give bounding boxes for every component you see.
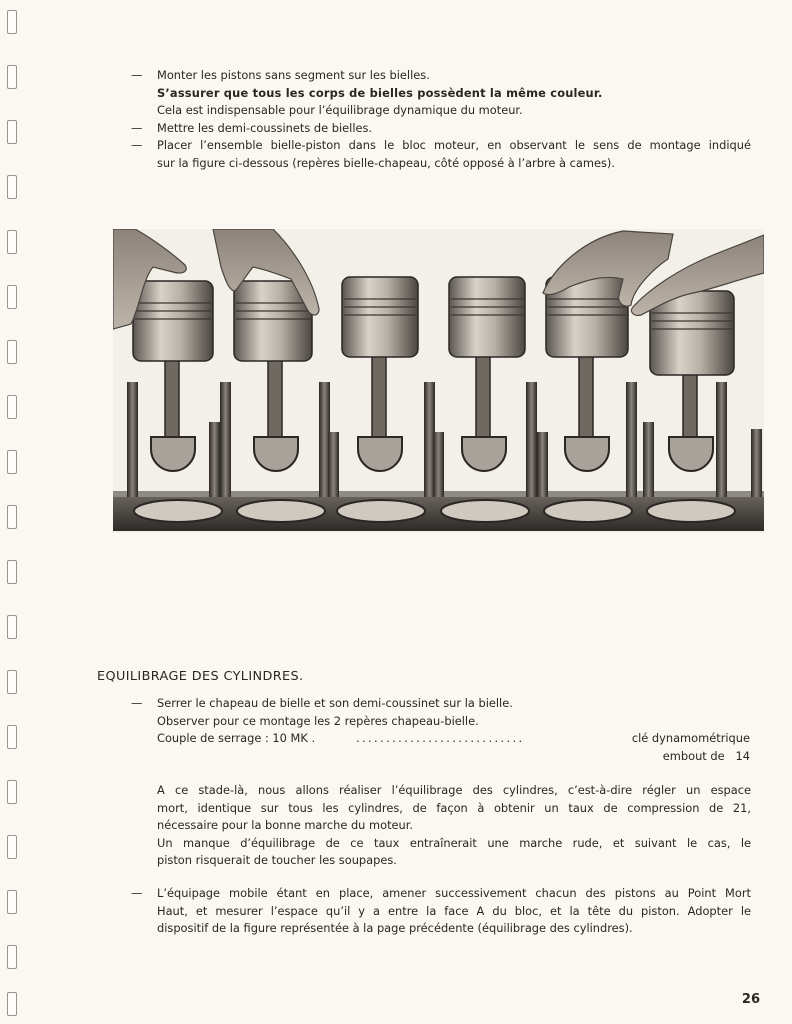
binding-hole <box>7 890 17 914</box>
binding-hole <box>7 175 17 199</box>
pistons-photo <box>113 229 764 533</box>
binding-hole <box>7 285 17 309</box>
binding-hole <box>7 450 17 474</box>
section-title: EQUILIBRAGE DES CYLINDRES. <box>97 669 304 684</box>
section-item-2-line-1: L’équipage mobile étant en place, amener successivement chacun des pistons au Point Mort <box>157 886 751 900</box>
instruction-3-line-1: Placer l’ensemble bielle-piston dans le bloc moteur, en observant le sens de montage indiqué <box>157 138 751 152</box>
paragraph-2-line-2: piston risquerait de toucher les soupapes. <box>157 853 397 867</box>
binding-hole <box>7 10 17 34</box>
torque-leader-dots: ............................ <box>356 731 525 745</box>
list-dash: — <box>131 886 143 900</box>
binding-hole <box>7 505 17 529</box>
section-item-2-line-3: dispositif de la figure représentée à la page précédente (équilibrage des cylindres). <box>157 921 633 935</box>
binding-hole <box>7 725 17 749</box>
tool-line-2: embout de 14 <box>662 748 750 763</box>
instruction-1-line-1: Monter les pistons sans segment sur les bielles. <box>157 68 430 82</box>
paragraph-1-line-1: A ce stade-là, nous allons réaliser l’équilibrage des cylindres, c’est-à-dire régler un espace <box>157 783 751 797</box>
list-dash: — <box>131 120 143 135</box>
instruction-1-line-3: Cela est indispensable pour l’équilibrage dynamique du moteur. <box>157 103 523 117</box>
tool-line-1: clé dynamométrique <box>631 731 750 745</box>
binding-hole <box>7 395 17 419</box>
binding-holes <box>4 0 20 1024</box>
instruction-2: Mettre les demi-coussinets de bielles. <box>157 120 373 135</box>
section-item-1-line-2: Observer pour ce montage les 2 repères chapeau-bielle. <box>157 713 479 728</box>
binding-hole <box>7 992 17 1016</box>
list-dash: — <box>131 138 143 152</box>
binding-hole <box>7 780 17 804</box>
binding-hole <box>7 670 17 694</box>
binding-hole <box>7 945 17 969</box>
list-dash: — <box>131 68 143 82</box>
binding-hole <box>7 230 17 254</box>
binding-hole <box>7 340 17 364</box>
instruction-1-warning: S’assurer que tous les corps de bielles possèdent la même couleur. <box>157 85 603 100</box>
binding-hole <box>7 615 17 639</box>
page-number: 26 <box>741 992 760 1007</box>
list-dash: — <box>131 696 143 710</box>
torque-label: Couple de serrage : 10 MK . <box>157 731 316 745</box>
binding-hole <box>7 65 17 89</box>
binding-hole <box>7 120 17 144</box>
paragraph-1-line-2: mort, identique sur tous les cylindres, de façon à obtenir un taux de compression de 21, <box>157 800 751 815</box>
section-item-1-line-1: Serrer le chapeau de bielle et son demi-coussinet sur la bielle. <box>157 696 513 710</box>
paragraph-1-line-3: nécessaire pour la bonne marche du moteur. <box>157 818 414 832</box>
binding-hole <box>7 560 17 584</box>
section-item-2-line-2: Haut, et mesurer l’espace qu’il y a entre la face A du bloc, et la tête du piston. Adopter le <box>157 903 751 918</box>
paragraph-2-line-1: Un manque d’équilibrage de ce taux entraînerait une marche rude, et suivant le cas, le <box>157 835 751 850</box>
binding-hole <box>7 835 17 859</box>
instruction-3-line-2: sur la figure ci-dessous (repères bielle-chapeau, côté opposé à l’arbre à cames). <box>157 155 615 170</box>
